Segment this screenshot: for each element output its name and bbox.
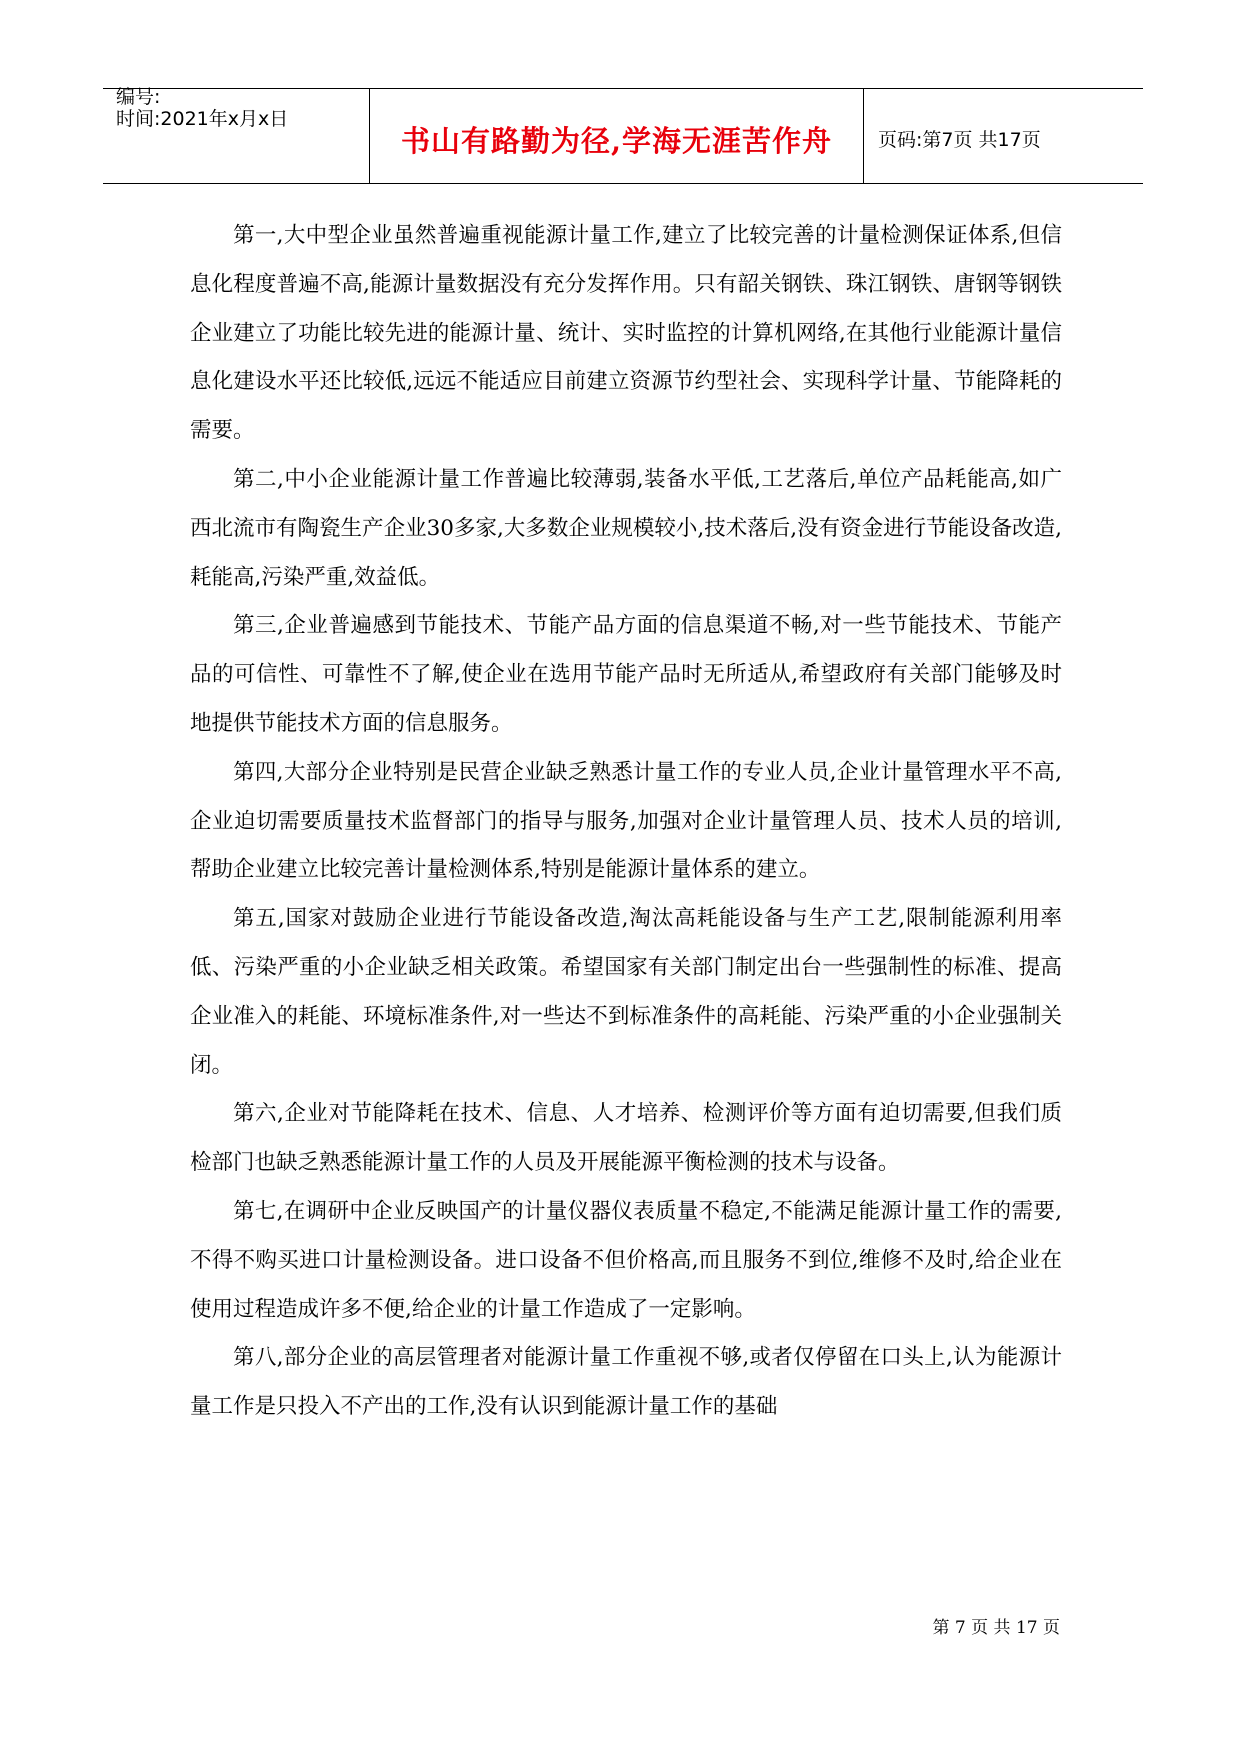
header-page-cell [864, 89, 1143, 183]
paragraph: 第三,企业普遍感到节能技术、节能产品方面的信息渠道不畅,对一些节能技术、节能产品的可信性、可靠性不了解,使企业在选用节能产品时无所适从,希望政府有关部门能够及时地提供节能技术方面的信息服务。 [190, 613, 1062, 736]
header-table [103, 88, 1143, 184]
header-motto: 书山有路勤为径,学海无涯苦作舟 [400, 124, 833, 158]
time-label: 时间:2021年x月x日 [116, 108, 289, 130]
header-page-code: 页码:第7页 共17页 [878, 129, 1041, 151]
paragraph: 第二,中小企业能源计量工作普遍比较薄弱,装备水平低,工艺落后,单位产品耗能高,如广西北流市有陶瓷生产企业30多家,大多数企业规模较小,技术落后,没有资金进行节能设备改造,耗能高,污染严重,效益低。 [190, 466, 1062, 590]
header-info-cell [103, 86, 370, 183]
paragraph: 第五,国家对鼓励企业进行节能设备改造,淘汰高耗能设备与生产工艺,限制能源利用率低、污染严重的小企业缺乏相关政策。希望国家有关部门制定出台一些强制性的标准、提高企业准入的耗能、环境标准条件,对一些达不到标准条件的高耗能、污染严重的小企业强制关闭。 [190, 906, 1062, 1078]
document-body [190, 212, 1062, 1432]
paragraph: 第七,在调研中企业反映国产的计量仪器仪表质量不稳定,不能满足能源计量工作的需要,不得不购买进口计量检测设备。进口设备不但价格高,而且服务不到位,维修不及时,给企业在使用过程造成许多不便,给企业的计量工作造成了一定影响。 [190, 1198, 1062, 1322]
paragraph: 第八,部分企业的高层管理者对能源计量工作重视不够,或者仅停留在口头上,认为能源计量工作是只投入不产出的工作,没有认识到能源计量工作的基础 [190, 1345, 1062, 1420]
header-motto-cell [370, 89, 864, 183]
serial-number-label: 编号: [116, 86, 161, 108]
page-footer: 第 7 页 共 17 页 [932, 1618, 1060, 1638]
paragraph: 第四,大部分企业特别是民营企业缺乏熟悉计量工作的专业人员,企业计量管理水平不高,企业迫切需要质量技术监督部门的指导与服务,加强对企业计量管理人员、技术人员的培训,帮助企业建立比较完善计量检测体系,特别是能源计量体系的建立。 [190, 759, 1062, 883]
paragraph: 第六,企业对节能降耗在技术、信息、人才培养、检测评价等方面有迫切需要,但我们质检部门也缺乏熟悉能源计量工作的人员及开展能源平衡检测的技术与设备。 [190, 1101, 1062, 1176]
paragraph: 第一,大中型企业虽然普遍重视能源计量工作,建立了比较完善的计量检测保证体系,但信息化程度普遍不高,能源计量数据没有充分发挥作用。只有韶关钢铁、珠江钢铁、唐钢等钢铁企业建立了功能比较先进的能源计量、统计、实时监控的计算机网络,在其他行业能源计量信息化建设水平还比较低,远远不能适应目前建立资源节约型社会、实现科学计量、节能降耗的需要。 [190, 223, 1062, 444]
